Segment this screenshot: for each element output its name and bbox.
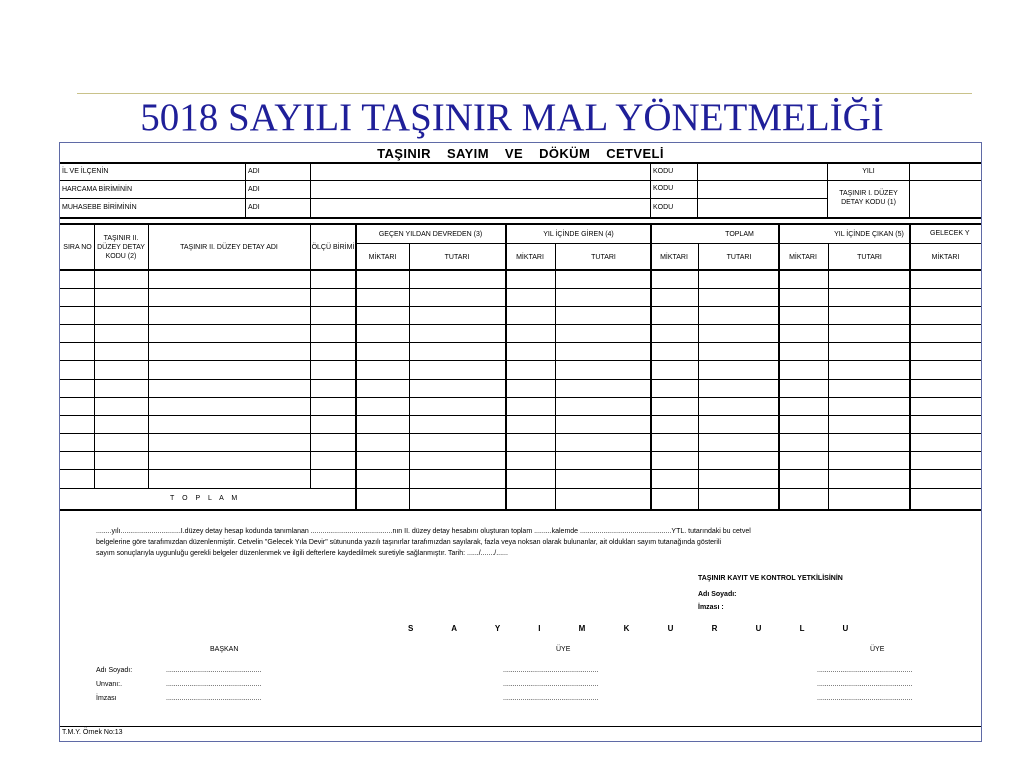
header-divider bbox=[245, 163, 246, 218]
table-row-line bbox=[60, 360, 981, 361]
detay-kodu-1-label: TAŞINIR I. DÜZEY DETAY KODU (1) bbox=[839, 190, 898, 206]
group-yil-ici-cikan: YIL İÇİNDE ÇIKAN (5) bbox=[834, 230, 904, 238]
slide-title: 5018 SAYILI TAŞINIR MAL YÖNETMELİĞİ bbox=[140, 96, 884, 139]
table-row-line bbox=[60, 451, 981, 452]
signature-dots: ................................................. bbox=[817, 667, 913, 674]
uye-label: ÜYE bbox=[556, 646, 571, 653]
toplam-label: T O P L A M bbox=[170, 495, 238, 502]
signature-dots: ................................................. bbox=[166, 667, 262, 674]
signature-dots: ................................................. bbox=[817, 681, 913, 688]
form-title: TAŞINIR SAYIM VE DÖKÜM CETVELİ bbox=[377, 146, 664, 161]
signature-dots: ................................................. bbox=[503, 695, 599, 702]
adi-label: ADI bbox=[248, 204, 260, 211]
col-detay-adi: TAŞINIR II. DÜZEY DETAY ADI bbox=[180, 243, 278, 251]
col-detay-kodu: TAŞINIR II. DÜZEY DETAY KODU (2) bbox=[97, 234, 145, 260]
signature-dots: ................................................. bbox=[817, 695, 913, 702]
header-line bbox=[60, 180, 981, 181]
signature-dots: ................................................. bbox=[503, 681, 599, 688]
table-row-line bbox=[60, 288, 981, 289]
official-sign-label: İmzası : bbox=[698, 604, 724, 611]
header-bottom-line bbox=[60, 217, 981, 219]
col-tutari: TUTARI bbox=[444, 253, 470, 261]
footer-line bbox=[60, 726, 981, 727]
form-footer: T.M.Y. Örnek No:13 bbox=[62, 729, 123, 736]
adi-label: ADI bbox=[248, 168, 260, 175]
col-tutari: TUTARI bbox=[591, 253, 616, 261]
signature-dots: ................................................. bbox=[166, 681, 262, 688]
signature-dots: ................................................. bbox=[166, 695, 262, 702]
table-row-line bbox=[60, 415, 981, 416]
kodu-label: KODU bbox=[653, 204, 674, 211]
table-col-line bbox=[828, 243, 829, 509]
baskan-label: BAŞKAN bbox=[210, 646, 239, 653]
table-row-line bbox=[60, 324, 981, 325]
kodu-label: KODU bbox=[653, 185, 674, 192]
header-divider bbox=[650, 163, 651, 218]
table-subheader-line bbox=[356, 243, 981, 244]
table-row-line bbox=[60, 306, 981, 307]
official-title: TAŞINIR KAYIT VE KONTROL YETKİLİSİNİN bbox=[698, 575, 843, 582]
header-divider bbox=[909, 163, 910, 218]
col-miktari: MİKTARI bbox=[660, 253, 688, 261]
committee-name-label: Adı Soyadı: bbox=[96, 667, 133, 674]
harcama-birimi-label: HARCAMA BİRİMİNİN bbox=[62, 186, 133, 193]
table-bottom-line bbox=[60, 509, 981, 511]
col-olcu-birimi: ÖLÇÜ BİRİMİ bbox=[311, 243, 355, 251]
table-header-bottom-line bbox=[60, 269, 981, 271]
kodu-label: KODU bbox=[653, 168, 674, 175]
official-name-label: Adı Soyadı: bbox=[698, 591, 737, 598]
col-miktari: MİKTARI bbox=[931, 253, 960, 261]
table-col-line bbox=[555, 243, 556, 509]
table-row-line bbox=[60, 342, 981, 343]
table-row-line bbox=[60, 469, 981, 470]
group-gelecek-yil: GELECEK Y bbox=[930, 230, 970, 237]
header-divider bbox=[310, 163, 311, 218]
col-miktari: MİKTARI bbox=[789, 253, 817, 261]
group-toplam: TOPLAM bbox=[725, 230, 754, 238]
col-miktari: MİKTARI bbox=[516, 253, 544, 261]
declaration-line-2: belgelerine göre tarafımızdan düzenlenmiştir. Cetvelin "Gelecek Yıla Devir" sütununda yazılı taşınırlar tarafımızdan sayılarak, fazla veya noksan olarak bulunanlar, ait oldukları sayım tutanağında gösterili bbox=[96, 539, 722, 546]
committee-title: S A Y I M K U R U L U bbox=[408, 624, 864, 633]
declaration-line-1: ........yılı...............................I.düzey detay hesap kodunda tanımlanan ..........................................nın II. düzey detay hesabını oluşturan toplam .........kalemde ...............................................YTL. tutarındaki bu cetvel bbox=[96, 528, 751, 535]
group-gecen-yil: GEÇEN YILDAN DEVREDEN (3) bbox=[378, 230, 483, 238]
col-tutari: TUTARI bbox=[857, 253, 882, 261]
table-row-line bbox=[60, 488, 981, 489]
header-divider bbox=[697, 163, 698, 218]
header-line bbox=[60, 198, 828, 199]
col-miktari: MİKTARI bbox=[368, 253, 397, 261]
uye-label: ÜYE bbox=[870, 646, 885, 653]
col-sira-no: SIRA NO bbox=[63, 243, 92, 251]
signature-dots: ................................................. bbox=[503, 667, 599, 674]
committee-sign-label: İmzası bbox=[96, 695, 117, 702]
committee-title-label: Unvanı:. bbox=[96, 681, 123, 688]
il-ilce-label: İL VE İLÇENİN bbox=[62, 168, 109, 175]
table-row-line bbox=[60, 397, 981, 398]
declaration-line-3: sayım sonuçlarıyla uygunluğu gerekli belgeler düzenlenmek ve ilgili defterlere kaydedilmek suretiyle sağlanmıştır. Tarih: ....../......./...... bbox=[96, 550, 508, 557]
table-col-line bbox=[698, 243, 699, 509]
muhasebe-birimi-label: MUHASEBE BİRİMİNİN bbox=[62, 204, 137, 211]
table-row-line bbox=[60, 433, 981, 434]
inventory-form bbox=[59, 142, 982, 742]
col-tutari: TUTARI bbox=[726, 253, 752, 261]
table-col-line bbox=[409, 243, 410, 509]
group-yil-ici-giren: YIL İÇİNDE GİREN (4) bbox=[543, 230, 614, 238]
table-row-line bbox=[60, 379, 981, 380]
yili-label: YILI bbox=[862, 168, 875, 175]
slide-top-rule bbox=[77, 93, 972, 94]
adi-label: ADI bbox=[248, 186, 260, 193]
